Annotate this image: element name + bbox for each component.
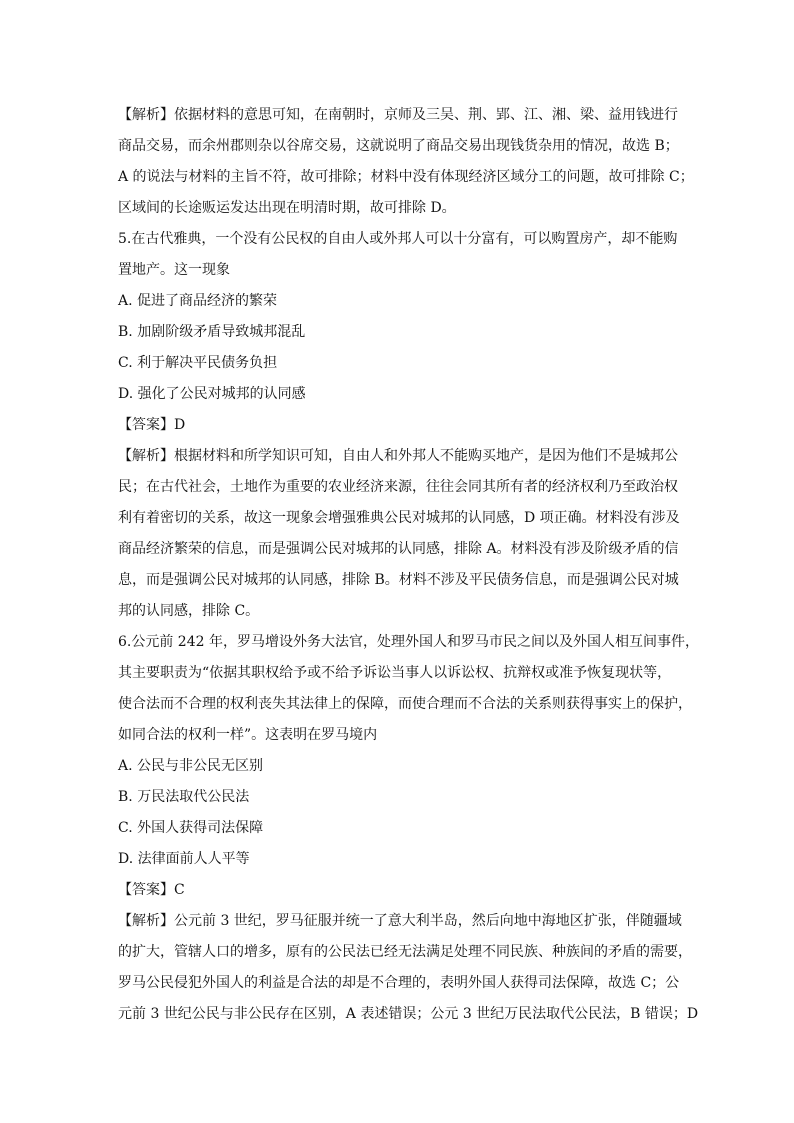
analysis-q4-line-3: A 的说法与材料的主旨不符，故可排除；材料中没有体现经济区域分工的问题，故可排除 C；: [118, 169, 694, 185]
question-6-stem-line-1: 6.公元前 242 年，罗马增设外务大法官，处理外国人和罗马市民之间以及外国人相互间事件，: [118, 634, 699, 650]
analysis-q5-line-1: 【解析】根据材料和所学知识可知，自由人和外邦人不能购买地产，是因为他们不是城邦公: [118, 448, 678, 464]
question-6-option-c: C. 外国人获得司法保障: [118, 820, 264, 836]
document-body: [118, 100, 699, 1030]
question-5-answer: 【答案】D: [118, 417, 186, 433]
question-5-option-b: B. 加剧阶级矛盾导致城邦混乱: [118, 324, 306, 340]
analysis-q5-line-3: 利有着密切的关系，故这一现象会增强雅典公民对城邦的认同感，D 项正确。材料没有涉及: [118, 510, 680, 526]
question-6-stem-line-3: 使合法而不合理的权利丧失其法律上的保障，而使合理而不合法的关系则获得事实上的保护，: [118, 696, 692, 712]
analysis-q6-line-4: 元前 3 世纪公民与非公民存在区别，A 表述错误；公元 3 世纪万民法取代公民法，B 错误；D: [118, 1006, 699, 1022]
analysis-q4-line-1: 【解析】依据材料的意思可知，在南朝时，京师及三吴、荆、郢、江、湘、梁、益用钱进行: [118, 107, 678, 123]
analysis-q5-line-6: 邦的认同感，排除 C。: [118, 603, 260, 619]
question-6-option-d: D. 法律面前人人平等: [118, 851, 250, 867]
analysis-q5-line-5: 息，而是强调公民对城邦的认同感，排除 B。材料不涉及平民债务信息，而是强调公民对城: [118, 572, 679, 588]
question-6-answer: 【答案】C: [118, 882, 185, 898]
question-6-stem-line-4: 如同合法的权利一样”。这表明在罗马境内: [118, 727, 378, 743]
question-6-option-b: B. 万民法取代公民法: [118, 789, 250, 805]
analysis-q4-line-4: 区域间的长途贩运发达出现在明清时期，故可排除 D。: [118, 200, 456, 216]
question-6-stem-line-2: 其主要职责为“依据其职权给予或不给予诉讼当事人以诉讼权、抗辩权或准予恢复现状等，: [118, 665, 672, 681]
analysis-q5-line-2: 民；在古代社会，土地作为重要的农业经济来源，往往会同其所有者的经济权利乃至政治权: [118, 479, 678, 495]
question-5-stem-line-1: 5.在古代雅典，一个没有公民权的自由人或外邦人可以十分富有，可以购置房产，却不能购: [118, 231, 678, 247]
question-5-stem-line-2: 置地产。这一现象: [118, 262, 230, 278]
question-6-option-a: A. 公民与非公民无区别: [118, 758, 264, 774]
analysis-q6-line-1: 【解析】公元前 3 世纪，罗马征服并统一了意大利半岛，然后向地中海地区扩张，伴随疆域: [118, 913, 682, 929]
analysis-q6-line-3: 罗马公民侵犯外国人的利益是合法的却是不合理的，表明外国人获得司法保障，故选 C；公: [118, 975, 680, 991]
analysis-q6-line-2: 的扩大，管辖人口的增多，原有的公民法已经无法满足处理不同民族、种族间的矛盾的需要，: [118, 944, 692, 960]
question-5-option-d: D. 强化了公民对城邦的认同感: [118, 386, 306, 402]
analysis-q5-line-4: 商品经济繁荣的信息，而是强调公民对城邦的认同感，排除 A。材料没有涉及阶级矛盾的信: [118, 541, 679, 557]
question-5-option-c: C. 利于解决平民债务负担: [118, 355, 278, 371]
question-5-option-a: A. 促进了商品经济的繁荣: [118, 293, 278, 309]
analysis-q4-line-2: 商品交易，而余州郡则杂以谷席交易，这就说明了商品交易出现钱货杂用的情况，故选 B；: [118, 138, 679, 154]
